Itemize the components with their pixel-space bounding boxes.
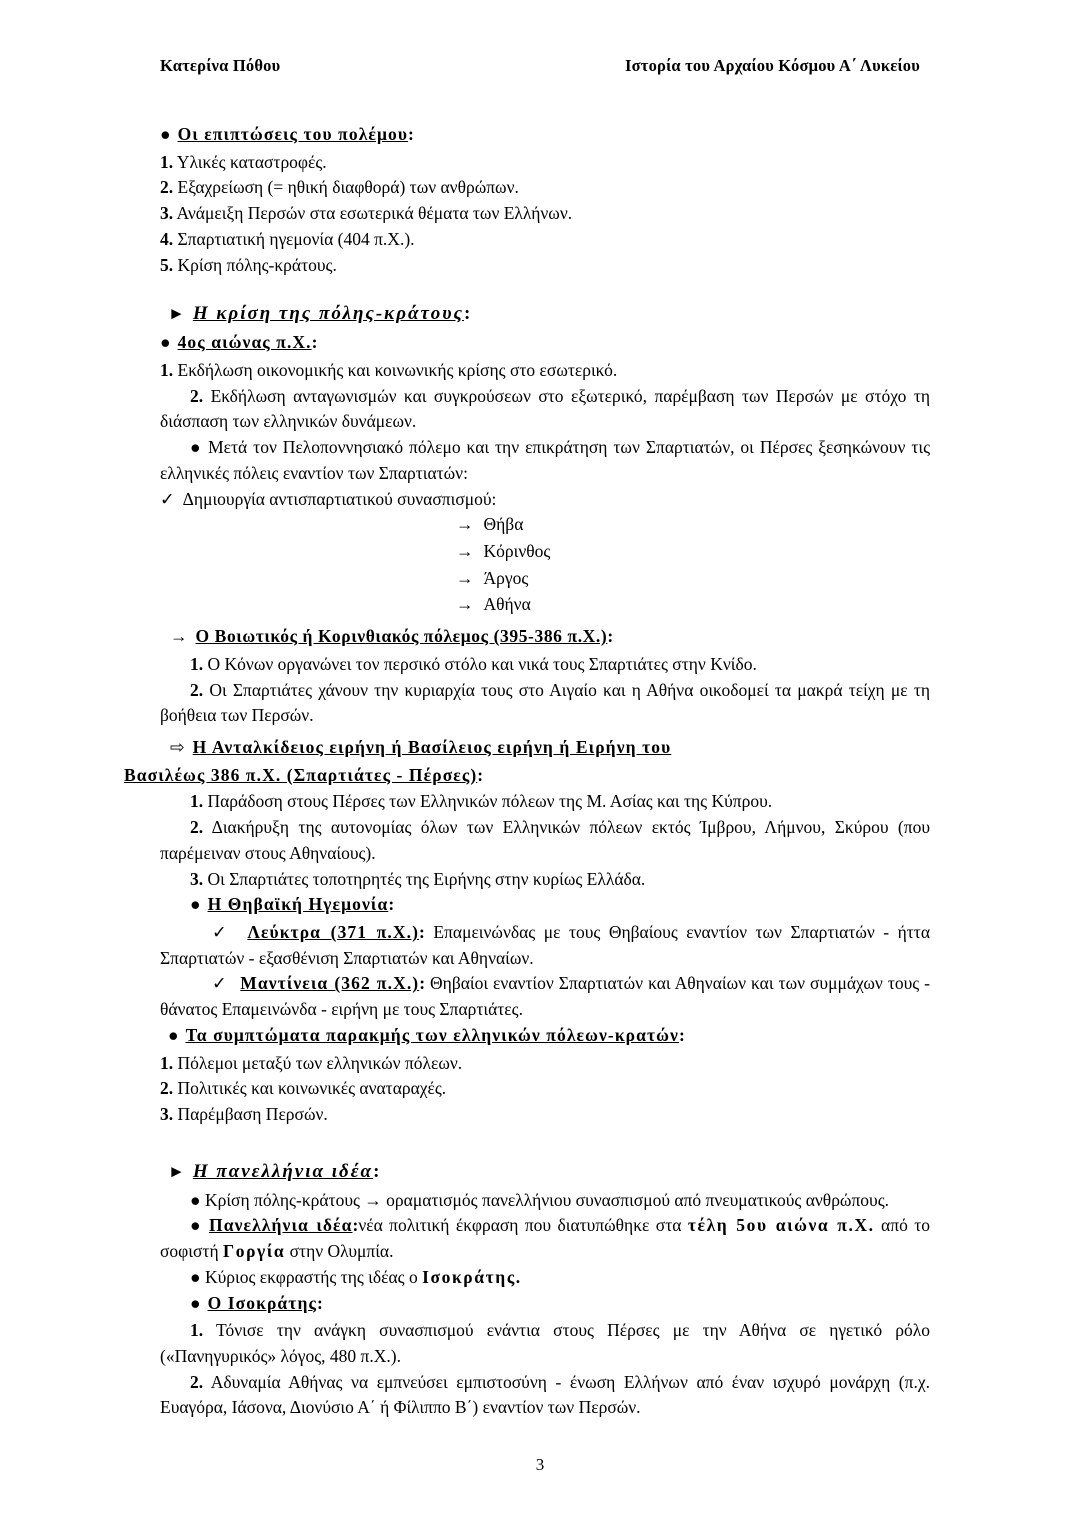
- list-item: [160, 201, 930, 227]
- arrow-icon: →: [456, 594, 474, 615]
- bullet-icon: ●: [190, 437, 203, 458]
- effects-heading: [160, 122, 930, 148]
- item-text: Παρέμβαση Περσών.: [177, 1104, 328, 1125]
- list-item: [160, 1051, 930, 1077]
- header-title: Ιστορία του Αρχαίου Κόσμου Α΄ Λυκείου: [624, 56, 920, 75]
- arrow-icon: →: [456, 567, 474, 588]
- item-text: Εκδήλωση οικονομικής και κοινωνικής κρίσης στο εσωτερικό.: [177, 359, 618, 380]
- coalition-label: Δημιουργία αντισπαρτιατικού συνασπισμού:: [182, 488, 497, 509]
- item-text: Υλικές καταστροφές.: [176, 151, 327, 172]
- bullet-2-label: Πανελλήνια ιδέα: [209, 1215, 353, 1236]
- bullet-3-text: Κύριος εκφραστής της ιδέας ο: [204, 1266, 423, 1287]
- item-number: 1.: [160, 359, 174, 380]
- list-item: [160, 652, 930, 678]
- item-text: Σπαρτιατική ηγεμονία (404 π.Χ.).: [177, 228, 415, 249]
- bullet-2-text-a: νέα πολιτική έκφραση που διατυπώθηκε στα: [358, 1215, 688, 1236]
- list-item: [160, 678, 930, 729]
- list-item: [160, 150, 930, 176]
- list-item: [160, 539, 930, 565]
- check-icon: ✓: [212, 973, 228, 994]
- crisis-subheading-text: 4ος αιώνας π.Χ.: [177, 332, 312, 353]
- theban-entry-label: Λεύκτρα (371 π.Χ.): [247, 922, 420, 943]
- item-number: 3.: [160, 203, 174, 224]
- item-number: 3.: [190, 868, 204, 889]
- boeotian-war-heading: [160, 624, 930, 650]
- item-number: 1.: [190, 1320, 204, 1341]
- antalcidas-colon: :: [477, 764, 484, 785]
- bullet-3-bold: Ισοκράτης.: [422, 1266, 522, 1287]
- item-text: Οι Σπαρτιάτες τοποτηρητές της Ειρήνης στην κυρίως Ελλάδα.: [207, 868, 646, 889]
- item-number: 2.: [190, 817, 204, 838]
- arrow-icon: →: [364, 1189, 382, 1210]
- item-text: Αθήνα: [483, 594, 531, 615]
- list-item: [160, 815, 930, 866]
- bullet-icon: ●: [168, 1024, 179, 1045]
- double-arrow-icon: ⇨: [170, 737, 185, 758]
- panhellenic-colon: :: [373, 1160, 380, 1182]
- arrow-icon: →: [170, 626, 188, 647]
- crisis-section-heading: [160, 300, 930, 328]
- item-number: 3.: [160, 1104, 174, 1125]
- effects-heading-text: Οι επιπτώσεις του πολέμου: [177, 124, 409, 144]
- antalcidas-heading-line2: Βασιλέως 386 π.Χ. (Σπαρτιάτες - Πέρσες): [124, 764, 478, 785]
- isocrates-colon: :: [316, 1292, 323, 1313]
- antalcidas-heading: [160, 735, 930, 761]
- item-number: 5.: [160, 254, 174, 275]
- bullet-icon: ●: [190, 1189, 201, 1210]
- theban-colon: :: [388, 894, 395, 915]
- item-number: 2.: [160, 177, 174, 198]
- theban-entry-text: Επαμεινώνδας με τους Θηβαίους εναντίον των Σπαρτιατών - ήττα Σπαρτιατών - εξασθένιση Σπαρτιατών και Αθηναίων.: [160, 922, 931, 968]
- panhellenic-bullet-3: [160, 1265, 930, 1291]
- item-text: Θήβα: [483, 514, 524, 535]
- item-number: 1.: [160, 151, 174, 172]
- item-text: Κρίση πόλης-κράτους.: [177, 254, 337, 275]
- triangle-icon: ►: [168, 1161, 185, 1181]
- list-item: [160, 253, 930, 279]
- theban-entry: [160, 971, 930, 1022]
- bullet-icon: ●: [190, 894, 201, 915]
- list-item: [160, 566, 930, 592]
- list-item: [160, 789, 930, 815]
- item-text: Ο Κόνων οργανώνει τον περσικό στόλο και νικά τους Σπαρτιάτες στην Κνίδο.: [207, 653, 757, 674]
- effects-heading-colon: :: [408, 124, 414, 144]
- bullet-icon: ●: [160, 124, 171, 144]
- bullet-1-pre: Κρίση πόλης-κράτους: [204, 1189, 360, 1210]
- arrow-icon: →: [456, 540, 474, 561]
- symptoms-colon: :: [678, 1024, 685, 1045]
- item-number: 2.: [190, 1371, 204, 1392]
- boeotian-war-colon: :: [607, 626, 614, 647]
- item-text: Άργος: [483, 567, 529, 588]
- item-number: 2.: [190, 385, 204, 406]
- crisis-subheading: [160, 330, 930, 356]
- item-number: 1.: [190, 653, 204, 674]
- bullet-2-colon: :: [352, 1215, 359, 1236]
- item-text: Τόνισε την ανάγκη συνασπισμού ενάντια στους Πέρσες με την Αθήνα σε ηγετικό ρόλο («Πανηγυρικός» λόγος, 480 π.Χ.).: [160, 1320, 931, 1367]
- item-text: Διακήρυξη της αυτονομίας όλων των Ελληνικών πόλεων εκτός Ίμβρου, Λήμνου, Σκύρου (που παρέμειναν στους Αθηναίους).: [160, 817, 930, 863]
- coalition-members: [160, 512, 930, 618]
- bullet-2-bold-a: τέλη 5ου αιώνα π.Χ.: [687, 1215, 875, 1236]
- theban-heading-text: Η Θηβαϊκή Ηγεμονία: [207, 894, 389, 915]
- panhellenic-heading-text: Η πανελλήνια ιδέα: [192, 1160, 374, 1182]
- crisis-heading-colon: :: [463, 303, 471, 325]
- bullet-2-text-c: στην Ολυμπία.: [285, 1241, 394, 1262]
- panhellenic-section-heading: [160, 1158, 930, 1186]
- isocrates-heading-text: Ο Ισοκράτης: [207, 1292, 317, 1313]
- item-number: 1.: [190, 791, 204, 812]
- list-item: [160, 358, 930, 384]
- paragraph-text: Μετά τον Πελοποννησιακό πόλεμο και την επικράτηση των Σπαρτιατών, οι Πέρσες ξεσηκώνουν τις ελληνικές πόλεις εναντίον των Σπαρτιατών:: [160, 437, 931, 483]
- item-text: Κόρινθος: [483, 540, 551, 561]
- item-text: Αδυναμία Αθήνας να εμπνεύσει εμπιστοσύνη - ένωση Ελλήνων από έναν ισχυρό μονάρχη (π.χ. Ευαγόρα, Ιάσονα, Διονύσιο Α΄ ή Φίλιππο Β΄) εναντίον των Περσών.: [160, 1371, 930, 1418]
- coalition-line: [160, 487, 930, 513]
- panhellenic-bullet-1: [160, 1188, 930, 1214]
- page-number: 3: [535, 1455, 545, 1474]
- list-item: [160, 1102, 930, 1128]
- boeotian-war-heading-text: Ο Βοιωτικός ή Κορινθιακός πόλεμος (395-386 π.Χ.): [195, 626, 608, 647]
- header-author: Κατερίνα Πόθου: [160, 56, 281, 75]
- bullet-icon: ●: [190, 1266, 201, 1287]
- crisis-subheading-colon: :: [311, 332, 318, 353]
- item-text: Παράδοση στους Πέρσες των Ελληνικών πόλεων της Μ. Ασίας και της Κύπρου.: [207, 791, 773, 812]
- list-item: [160, 1076, 930, 1102]
- crisis-bullet-paragraph: [160, 435, 930, 486]
- bullet-2-text-b: από το σοφιστή: [160, 1215, 931, 1262]
- antalcidas-heading-line2-wrap: [124, 763, 930, 789]
- item-number: 2.: [190, 679, 204, 700]
- list-item: [160, 1370, 930, 1421]
- list-item: [160, 1318, 930, 1369]
- item-text: Εξαχρείωση (= ηθική διαφθορά) των ανθρώπων.: [177, 177, 519, 198]
- item-number: 4.: [160, 228, 174, 249]
- list-item: [160, 384, 930, 435]
- bullet-2-bold-b: Γοργία: [223, 1241, 286, 1262]
- symptoms-heading-text: Τα συμπτώματα παρακμής των ελληνικών πόλεων-κρατών: [185, 1024, 679, 1045]
- item-text: Πολιτικές και κοινωνικές αναταραχές.: [177, 1078, 447, 1099]
- theban-entry-text: Θηβαίοι εναντίον Σπαρτιατών και Αθηναίων και των συμμάχων τους - θάνατος Επαμεινώνδα - ειρήνη με τους Σπαρτιάτες.: [160, 973, 931, 1020]
- check-icon: ✓: [212, 922, 231, 943]
- theban-entry-colon: :: [419, 973, 426, 994]
- item-number: 2.: [160, 1078, 174, 1099]
- isocrates-heading: [160, 1291, 930, 1317]
- list-item: [160, 592, 930, 618]
- item-text: Οι Σπαρτιάτες χάνουν την κυριαρχία τους στο Αιγαίο και η Αθήνα οικοδομεί τα μακρά τείχη με τη βοήθεια των Περσών.: [160, 679, 931, 726]
- symptoms-heading: [160, 1023, 930, 1049]
- list-item: [160, 867, 930, 893]
- list-item: [160, 175, 930, 201]
- crisis-heading-text: Η κρίση της πόλης-κράτους: [192, 303, 464, 325]
- check-icon: ✓: [160, 488, 175, 509]
- document-body: [124, 122, 931, 1421]
- antalcidas-heading-line1: Η Ανταλκίδειος ειρήνη ή Βασίλειος ειρήνη ή Ειρήνη του: [192, 737, 672, 758]
- page-header: [160, 56, 930, 76]
- item-number: 1.: [160, 1052, 174, 1073]
- triangle-icon: ►: [168, 304, 185, 324]
- item-text: Εκδήλωση ανταγωνισμών και συγκρούσεων στο εξωτερικό, παρέμβαση των Περσών με στόχο τη διάσπαση των ελληνικών δυνάμεων.: [160, 385, 930, 432]
- list-item: [160, 512, 930, 538]
- theban-entry-label: Μαντίνεια (362 π.Χ.): [240, 973, 420, 994]
- list-item: [160, 227, 930, 253]
- bullet-1-post: οραματισμός πανελλήνιου συνασπισμού από πνευματικούς ανθρώπους.: [386, 1189, 889, 1210]
- bullet-icon: ●: [190, 1292, 201, 1313]
- bullet-icon: ●: [160, 332, 171, 353]
- theban-entry: [160, 920, 930, 971]
- theban-entry-colon: :: [419, 922, 425, 943]
- item-text: Ανάμειξη Περσών στα εσωτερικά θέματα των Ελλήνων.: [176, 203, 573, 224]
- bullet-icon: ●: [190, 1215, 203, 1236]
- arrow-icon: →: [456, 514, 474, 535]
- theban-heading: [160, 892, 930, 918]
- item-text: Πόλεμοι μεταξύ των ελληνικών πόλεων.: [177, 1052, 463, 1073]
- panhellenic-bullet-2: [160, 1213, 930, 1264]
